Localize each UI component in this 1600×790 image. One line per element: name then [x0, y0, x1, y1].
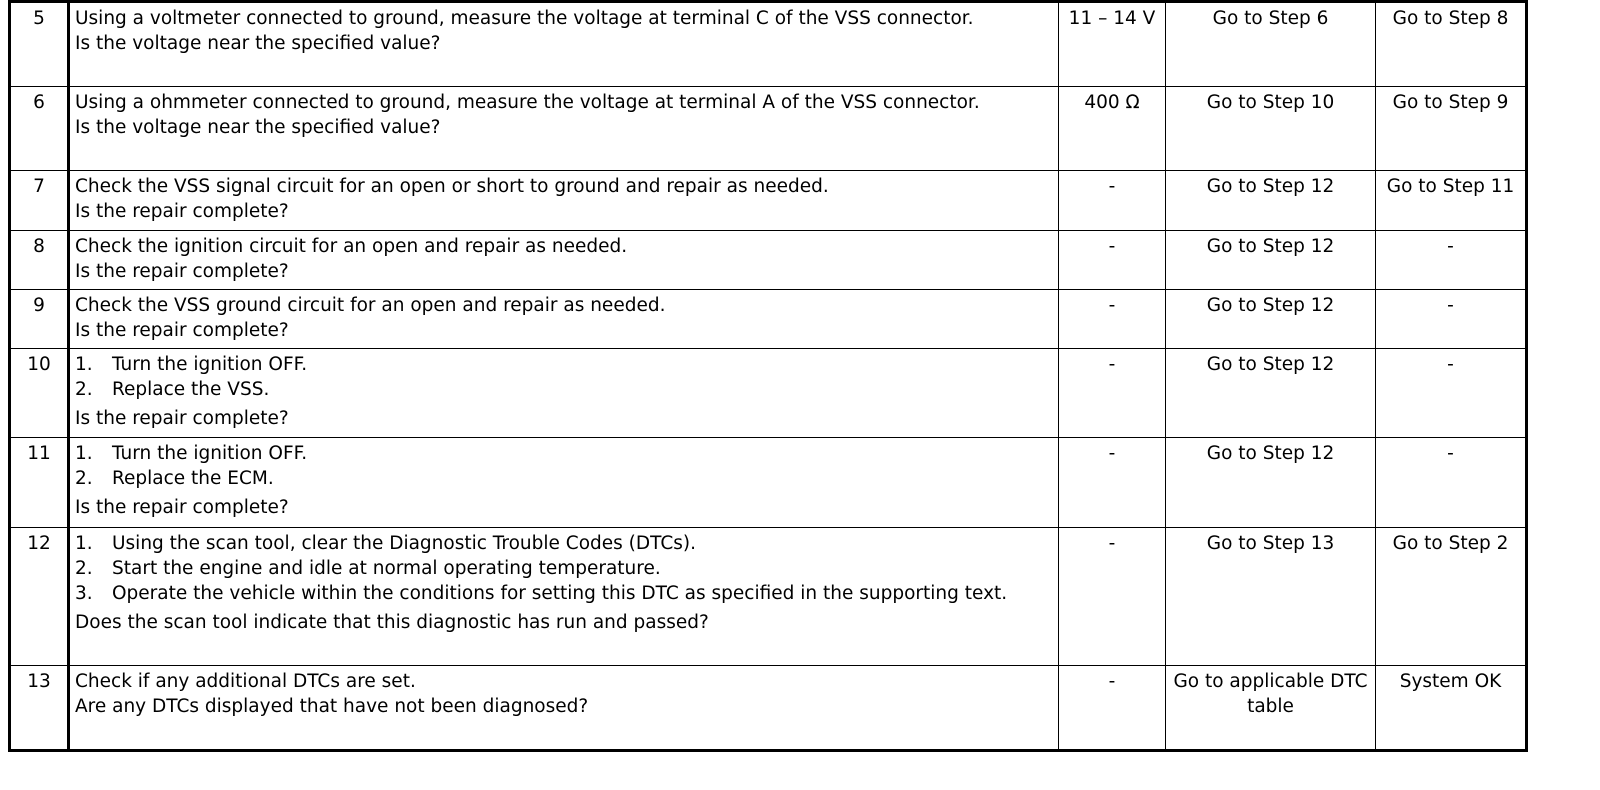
substep-text: Start the engine and idle at normal operating temperature. [112, 558, 661, 579]
yes-cell: Go to Step 12 [1166, 349, 1376, 438]
no-cell: - [1376, 290, 1527, 349]
table-row [10, 528, 1527, 666]
table-row [10, 349, 1527, 438]
step-number: 9 [10, 290, 69, 349]
action-cell [69, 231, 1059, 290]
action-question: Is the repair complete? [75, 497, 289, 518]
step-number: 13 [10, 666, 69, 751]
no-cell: Go to Step 8 [1376, 2, 1527, 87]
yes-cell: Go to applicable DTC table [1166, 666, 1376, 751]
action-cell [69, 87, 1059, 171]
yes-cell: Go to Step 12 [1166, 231, 1376, 290]
action-cell [69, 666, 1059, 751]
substep-list [75, 531, 1054, 606]
action-cell [69, 349, 1059, 438]
yes-cell: Go to Step 12 [1166, 171, 1376, 231]
action-cell [69, 438, 1059, 528]
step-number: 11 [10, 438, 69, 528]
table-row [10, 171, 1527, 231]
substep-text: Operate the vehicle within the conditions for setting this DTC as specified in the supporting text. [112, 583, 1008, 604]
no-cell: Go to Step 11 [1376, 171, 1527, 231]
action-text: Using a voltmeter connected to ground, measure the voltage at terminal C of the VSS connector. [75, 8, 974, 29]
action-text: Check the VSS ground circuit for an open and repair as needed. [75, 295, 666, 316]
action-cell [69, 2, 1059, 87]
value-cell: - [1059, 666, 1166, 751]
substep-text: Turn the ignition OFF. [112, 354, 308, 375]
value-cell: - [1059, 438, 1166, 528]
action-text: Check the VSS signal circuit for an open or short to ground and repair as needed. [75, 176, 829, 197]
table-row [10, 2, 1527, 87]
action-question: Is the voltage near the specified value? [75, 33, 441, 54]
action-question: Is the repair complete? [75, 408, 289, 429]
action-cell [69, 171, 1059, 231]
diagnostic-table [8, 0, 1528, 752]
step-number: 8 [10, 231, 69, 290]
action-text: Check the ignition circuit for an open and repair as needed. [75, 236, 628, 257]
list-item: 2. Start the engine and idle at normal operating temperature. [75, 558, 661, 579]
substep-text: Turn the ignition OFF. [112, 443, 308, 464]
yes-cell: Go to Step 12 [1166, 290, 1376, 349]
substep-text: Replace the VSS. [112, 379, 270, 400]
action-question: Is the repair complete? [75, 320, 289, 341]
yes-cell: Go to Step 10 [1166, 87, 1376, 171]
substep-list [75, 441, 1054, 491]
value-cell: - [1059, 528, 1166, 666]
no-cell: System OK [1376, 666, 1527, 751]
table-row [10, 290, 1527, 349]
list-item: 2. Replace the ECM. [75, 468, 274, 489]
substep-list [75, 352, 1054, 402]
action-question: Is the voltage near the specified value? [75, 117, 441, 138]
action-text: Using a ohmmeter connected to ground, measure the voltage at terminal A of the VSS connector. [75, 92, 980, 113]
action-question: Is the repair complete? [75, 201, 289, 222]
no-cell: Go to Step 9 [1376, 87, 1527, 171]
no-cell: - [1376, 438, 1527, 528]
no-cell: Go to Step 2 [1376, 528, 1527, 666]
no-cell: - [1376, 231, 1527, 290]
yes-cell: Go to Step 12 [1166, 438, 1376, 528]
step-number: 7 [10, 171, 69, 231]
table-row [10, 438, 1527, 528]
value-cell: - [1059, 290, 1166, 349]
value-cell: - [1059, 231, 1166, 290]
list-item: 1. Turn the ignition OFF. [75, 443, 308, 464]
action-text: Check if any additional DTCs are set. [75, 671, 416, 692]
step-number: 5 [10, 2, 69, 87]
value-cell: 400 Ω [1059, 87, 1166, 171]
list-item: 1. Using the scan tool, clear the Diagnostic Trouble Codes (DTCs). [75, 533, 696, 554]
table-row [10, 666, 1527, 751]
yes-cell: Go to Step 6 [1166, 2, 1376, 87]
action-question: Are any DTCs displayed that have not been diagnosed? [75, 696, 589, 717]
action-cell [69, 528, 1059, 666]
table-row [10, 231, 1527, 290]
action-question: Is the repair complete? [75, 261, 289, 282]
list-item: 1. Turn the ignition OFF. [75, 354, 308, 375]
value-cell: - [1059, 171, 1166, 231]
step-number: 10 [10, 349, 69, 438]
table-row [10, 87, 1527, 171]
value-cell: - [1059, 349, 1166, 438]
action-cell [69, 290, 1059, 349]
list-item: 3. Operate the vehicle within the conditions for setting this DTC as specified in the supporting text. [75, 583, 1008, 604]
action-question: Does the scan tool indicate that this diagnostic has run and passed? [75, 612, 709, 633]
step-number: 12 [10, 528, 69, 666]
substep-text: Replace the ECM. [112, 468, 274, 489]
substep-text: Using the scan tool, clear the Diagnostic Trouble Codes (DTCs). [112, 533, 696, 554]
no-cell: - [1376, 349, 1527, 438]
value-cell: 11 – 14 V [1059, 2, 1166, 87]
yes-cell: Go to Step 13 [1166, 528, 1376, 666]
list-item: 2. Replace the VSS. [75, 379, 270, 400]
step-number: 6 [10, 87, 69, 171]
diagnostic-table-document [8, 0, 1525, 752]
